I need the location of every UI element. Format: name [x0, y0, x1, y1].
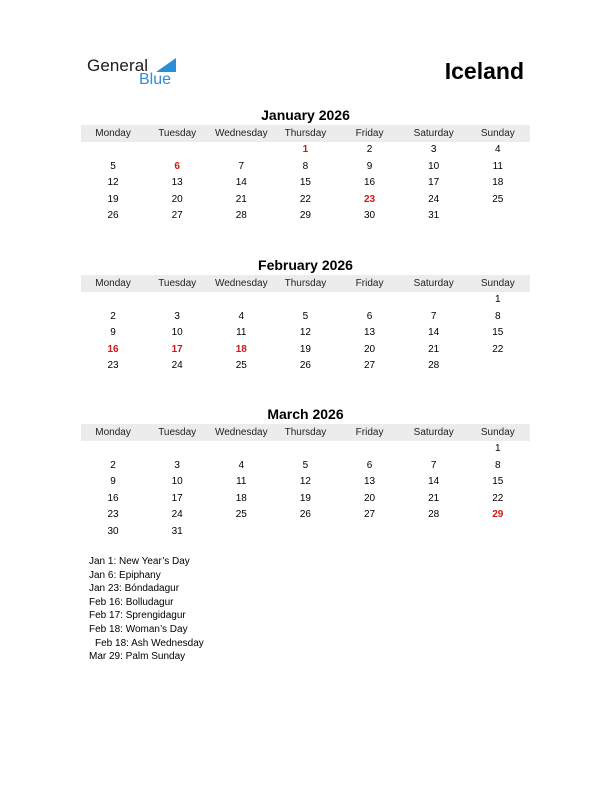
day-cell: 21: [428, 492, 440, 504]
day-cell: 1: [495, 294, 501, 305]
day-cell: 10: [428, 160, 440, 172]
week-row: [81, 292, 530, 309]
day-cell: 23: [364, 193, 376, 205]
weekday-label: Friday: [355, 427, 384, 438]
holiday-item: Jan 6: Epiphany: [89, 569, 161, 581]
day-cell: 8: [302, 160, 309, 172]
day-cell: 28: [235, 210, 247, 221]
day-cell: 7: [430, 459, 437, 471]
week-row: [81, 159, 530, 176]
day-cell: 15: [492, 327, 504, 338]
day-cell: 20: [171, 193, 183, 205]
day-cell: 19: [107, 193, 119, 205]
day-cell: 8: [495, 310, 501, 322]
day-cell: 3: [430, 144, 437, 155]
weekday-label: Friday: [355, 278, 384, 289]
day-cell: 21: [428, 343, 440, 355]
day-cell: 14: [235, 177, 247, 188]
day-cell: 6: [366, 310, 373, 322]
day-cell: 17: [171, 343, 183, 355]
day-cell: [338, 292, 402, 309]
day-cell: 17: [171, 492, 183, 504]
week-row: [81, 491, 530, 508]
day-cell: 16: [107, 343, 119, 355]
month-title: March 2026: [267, 406, 344, 422]
day-cell: 29: [492, 509, 504, 520]
weekday-header: [81, 424, 530, 441]
day-cell: [81, 441, 145, 458]
day-cell: 28: [428, 360, 440, 371]
day-cell: 19: [299, 343, 311, 355]
day-cell: 9: [110, 476, 116, 487]
day-cell: [209, 524, 273, 541]
day-cell: 2: [366, 144, 373, 155]
day-cell: 20: [364, 492, 376, 504]
day-cell: 9: [366, 160, 373, 172]
day-cell: 4: [238, 310, 245, 322]
day-cell: 25: [235, 360, 247, 371]
day-cell: 31: [171, 525, 183, 537]
day-cell: [209, 441, 273, 458]
day-cell: [81, 142, 145, 159]
holiday-item: Feb 17: Sprengidagur: [89, 610, 186, 622]
day-cell: 22: [492, 343, 504, 355]
day-cell: 18: [235, 492, 247, 504]
day-cell: [402, 441, 466, 458]
day-cell: 20: [364, 343, 376, 355]
weekday-label: Thursday: [284, 427, 327, 438]
weekday-label: Saturday: [413, 427, 454, 438]
week-row: [81, 342, 530, 359]
day-cell: 3: [174, 459, 180, 471]
day-cell: 7: [238, 160, 245, 172]
week-row: [81, 507, 530, 524]
weekday-label: Sunday: [480, 427, 515, 438]
day-cell: 14: [428, 327, 440, 338]
week-row: [81, 458, 530, 475]
day-cell: 30: [364, 210, 376, 221]
month-calendar: [81, 106, 530, 225]
weekday-label: Saturday: [413, 278, 454, 289]
day-cell: 30: [107, 525, 119, 537]
holiday-item: Jan 23: Bóndadagur: [89, 583, 180, 595]
day-cell: 9: [110, 327, 116, 338]
week-row: [81, 208, 530, 225]
day-cell: 10: [171, 476, 183, 487]
day-cell: 15: [492, 476, 504, 487]
day-cell: 25: [235, 509, 247, 520]
day-cell: [338, 441, 402, 458]
day-cell: 12: [299, 476, 311, 487]
day-cell: 11: [236, 476, 247, 487]
week-row: [81, 441, 530, 458]
day-cell: 24: [428, 193, 440, 205]
week-row: [81, 175, 530, 192]
weekday-label: Wednesday: [214, 128, 268, 139]
weekday-label: Sunday: [480, 128, 515, 139]
day-cell: 8: [495, 459, 501, 471]
day-cell: 10: [171, 327, 183, 338]
day-cell: 13: [364, 476, 376, 487]
day-cell: [466, 208, 530, 225]
month-calendar: [81, 256, 530, 375]
holiday-item: Feb 16: Bolludagur: [89, 596, 174, 608]
day-cell: 18: [492, 177, 504, 188]
day-cell: 6: [366, 459, 373, 471]
holiday-item: Feb 18: Woman’s Day: [89, 623, 188, 635]
day-cell: [338, 524, 402, 541]
day-cell: 11: [236, 327, 247, 338]
day-cell: 4: [238, 459, 245, 471]
holiday-item: Feb 18: Ash Wednesday: [95, 637, 204, 649]
day-cell: 1: [495, 443, 501, 454]
weekday-label: Wednesday: [214, 427, 268, 438]
logo-general-text: General: [87, 56, 149, 75]
weekday-label: Saturday: [413, 128, 454, 139]
week-row: [81, 192, 530, 209]
weekday-label: Monday: [95, 427, 131, 438]
day-cell: [209, 142, 273, 159]
weekday-label: Sunday: [480, 278, 515, 289]
week-row: [81, 358, 530, 375]
day-cell: 12: [107, 177, 119, 188]
day-cell: 16: [364, 177, 376, 188]
logo-triangle-icon: [156, 58, 176, 72]
day-cell: 1: [302, 144, 309, 155]
weekday-label: Tuesday: [158, 427, 197, 438]
weekday-header: [81, 275, 530, 292]
day-cell: 11: [492, 160, 503, 172]
weekday-header: [81, 125, 530, 142]
day-cell: 27: [171, 210, 183, 221]
day-cell: 5: [302, 459, 309, 471]
day-cell: 21: [235, 193, 247, 205]
day-cell: 16: [107, 492, 119, 504]
country-title: Iceland: [444, 58, 524, 84]
day-cell: 12: [299, 327, 311, 338]
week-row: [81, 142, 530, 159]
day-cell: [145, 142, 209, 159]
day-cell: [145, 292, 209, 309]
day-cell: 29: [299, 210, 311, 221]
day-cell: [209, 292, 273, 309]
day-cell: [273, 292, 337, 309]
weekday-label: Friday: [355, 128, 384, 139]
day-cell: [466, 358, 530, 375]
day-cell: 7: [430, 310, 437, 322]
holiday-list: [89, 555, 389, 664]
month-calendar: [81, 405, 530, 540]
day-cell: 22: [299, 193, 311, 205]
day-cell: 27: [364, 360, 376, 371]
day-cell: 5: [302, 310, 309, 322]
day-cell: 2: [110, 310, 116, 322]
day-cell: 24: [171, 509, 183, 520]
day-cell: [466, 524, 530, 541]
week-row: [81, 474, 530, 491]
day-cell: 14: [428, 476, 440, 487]
holiday-item: Mar 29: Palm Sunday: [89, 651, 186, 663]
weekday-label: Tuesday: [158, 278, 197, 289]
day-cell: 5: [110, 160, 116, 172]
day-cell: 25: [492, 193, 504, 205]
day-cell: 31: [428, 210, 440, 221]
day-cell: 28: [428, 509, 440, 520]
month-title: February 2026: [258, 257, 353, 273]
day-cell: 23: [107, 360, 119, 371]
week-row: [81, 325, 530, 342]
day-cell: 13: [364, 327, 376, 338]
day-cell: 26: [299, 509, 311, 520]
day-cell: 24: [171, 360, 183, 371]
month-title: January 2026: [261, 107, 350, 123]
day-cell: 4: [495, 144, 501, 155]
day-cell: [81, 292, 145, 309]
day-cell: 23: [107, 509, 119, 520]
day-cell: 13: [171, 177, 183, 188]
day-cell: 19: [299, 492, 311, 504]
day-cell: 27: [364, 509, 376, 520]
day-cell: 18: [235, 343, 247, 355]
generalblue-logo: [87, 56, 187, 90]
weekday-label: Monday: [95, 128, 131, 139]
weekday-label: Monday: [95, 278, 131, 289]
day-cell: 15: [299, 177, 311, 188]
day-cell: 6: [174, 160, 180, 172]
day-cell: 17: [428, 177, 440, 188]
holiday-item: Jan 1: New Year’s Day: [89, 556, 190, 567]
day-cell: [273, 441, 337, 458]
day-cell: 26: [107, 210, 119, 221]
day-cell: [273, 524, 337, 541]
day-cell: 2: [110, 459, 116, 471]
logo-blue-text: Blue: [139, 71, 172, 88]
day-cell: [402, 524, 466, 541]
week-row: [81, 309, 530, 326]
weekday-label: Thursday: [284, 128, 327, 139]
day-cell: 26: [299, 360, 311, 371]
weekday-label: Thursday: [284, 278, 327, 289]
day-cell: 22: [492, 492, 504, 504]
weekday-label: Wednesday: [214, 278, 268, 289]
week-row: [81, 524, 530, 541]
day-cell: [402, 292, 466, 309]
weekday-label: Tuesday: [158, 128, 197, 139]
day-cell: 3: [174, 310, 180, 322]
day-cell: [145, 441, 209, 458]
